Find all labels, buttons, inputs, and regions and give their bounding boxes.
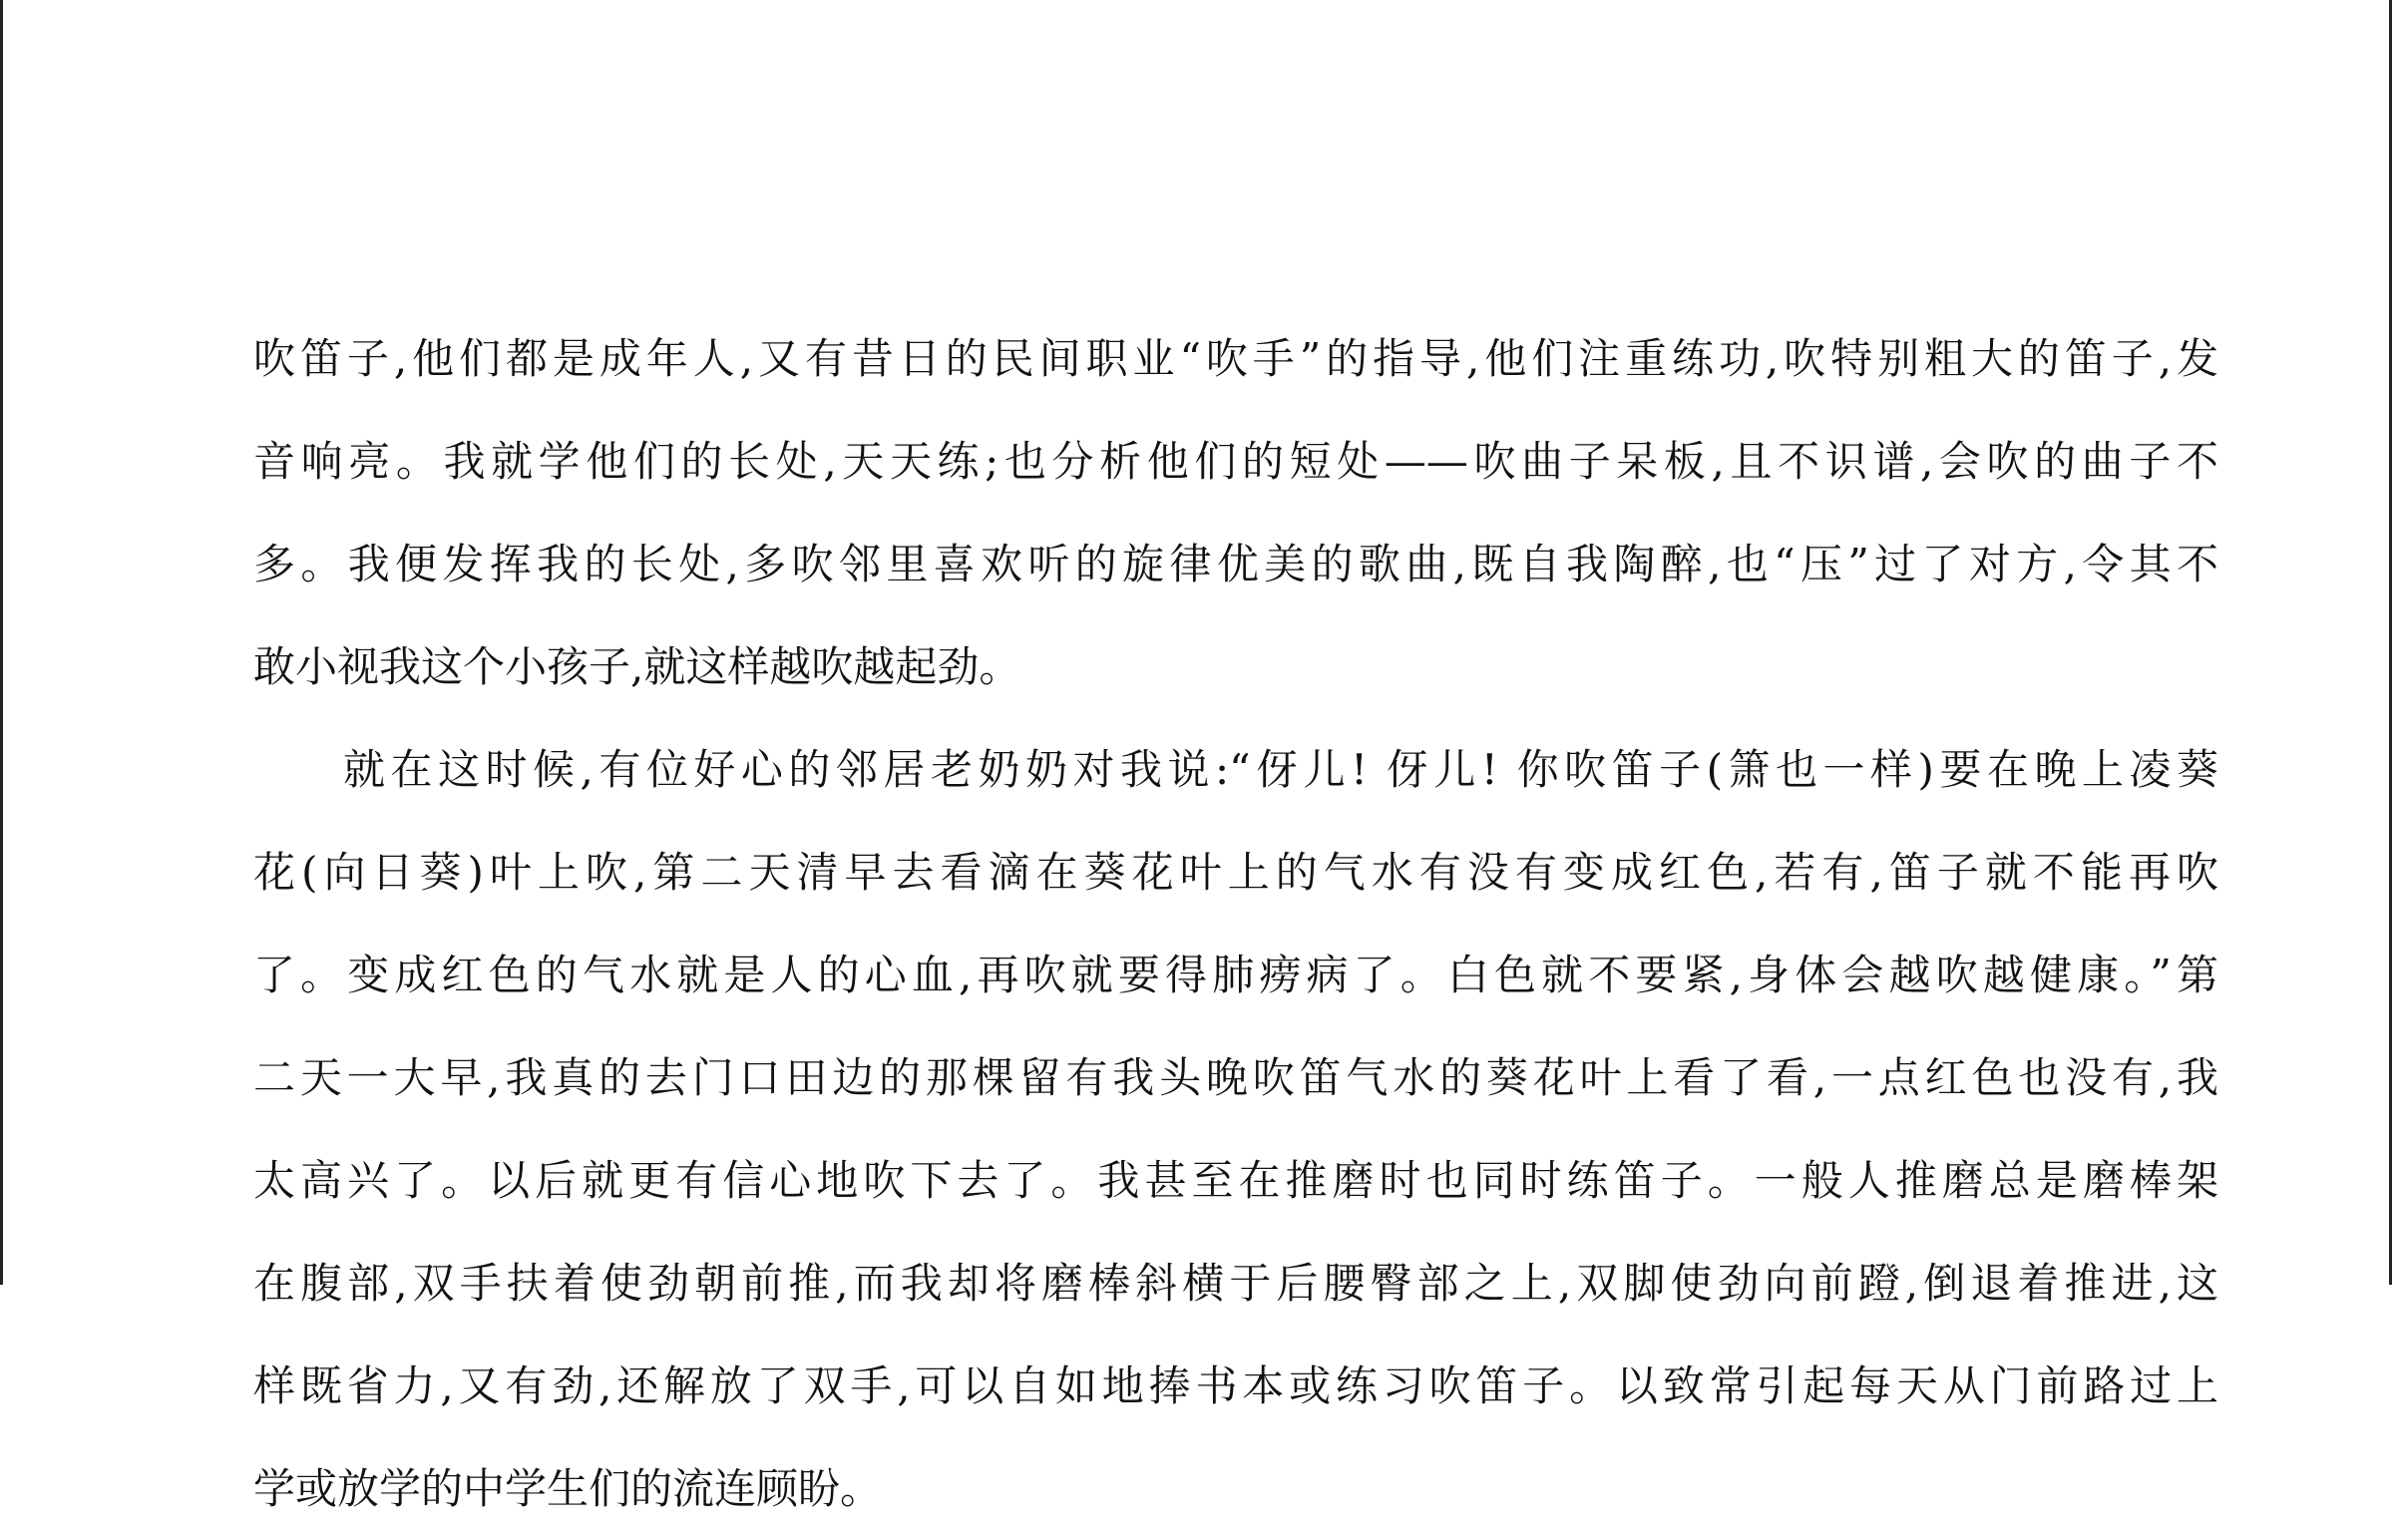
text-line-10: 在腹部,双手扶着使劲朝前推,而我却将磨棒斜横于后腰臀部之上,双脚使劲向前蹬,倒退着推进,这 xyxy=(253,1259,2218,1308)
text-line-12: 学或放学的中学生们的流连顾盼。 xyxy=(253,1464,883,1513)
text-line-1: 吹笛子,他们都是成年人,又有昔日的民间职业“吹手”的指导,他们注重练功,吹特别粗大的笛子,发 xyxy=(253,334,2218,383)
text-line-2: 音响亮。我就学他们的长处,天天练;也分析他们的短处——吹曲子呆板,且不识谱,会吹的曲子不 xyxy=(253,437,2218,486)
page-right-border xyxy=(2389,0,2392,1285)
text-line-6: 花(向日葵)叶上吹,第二天清早去看滴在葵花叶上的气水有没有变成红色,若有,笛子就不能再吹 xyxy=(253,848,2218,897)
text-line-9: 太高兴了。以后就更有信心地吹下去了。我甚至在推磨时也同时练笛子。一般人推磨总是磨棒架 xyxy=(253,1156,2218,1205)
document-body xyxy=(253,307,2218,1540)
text-line-11: 样既省力,又有劲,还解放了双手,可以自如地捧书本或练习吹笛子。以致常引起每天从门前路过上 xyxy=(253,1361,2218,1410)
page-left-border xyxy=(0,0,3,1285)
text-line-5: 就在这时候,有位好心的邻居老奶奶对我说:“伢儿! 伢儿! 你吹笛子(箫也一样)要在晚上凌葵 xyxy=(343,745,2218,794)
text-line-8: 二天一大早,我真的去门口田边的那棵留有我头晚吹笛气水的葵花叶上看了看,一点红色也没有,我 xyxy=(253,1053,2218,1102)
text-line-7: 了。变成红色的气水就是人的心血,再吹就要得肺痨病了。白色就不要紧,身体会越吹越健康。”第 xyxy=(253,951,2218,999)
text-line-3: 多。我便发挥我的长处,多吹邻里喜欢听的旋律优美的歌曲,既自我陶醉,也“压”过了对方,令其不 xyxy=(253,540,2218,588)
text-line-4: 敢小视我这个小孩子,就这样越吹越起劲。 xyxy=(253,642,1021,691)
